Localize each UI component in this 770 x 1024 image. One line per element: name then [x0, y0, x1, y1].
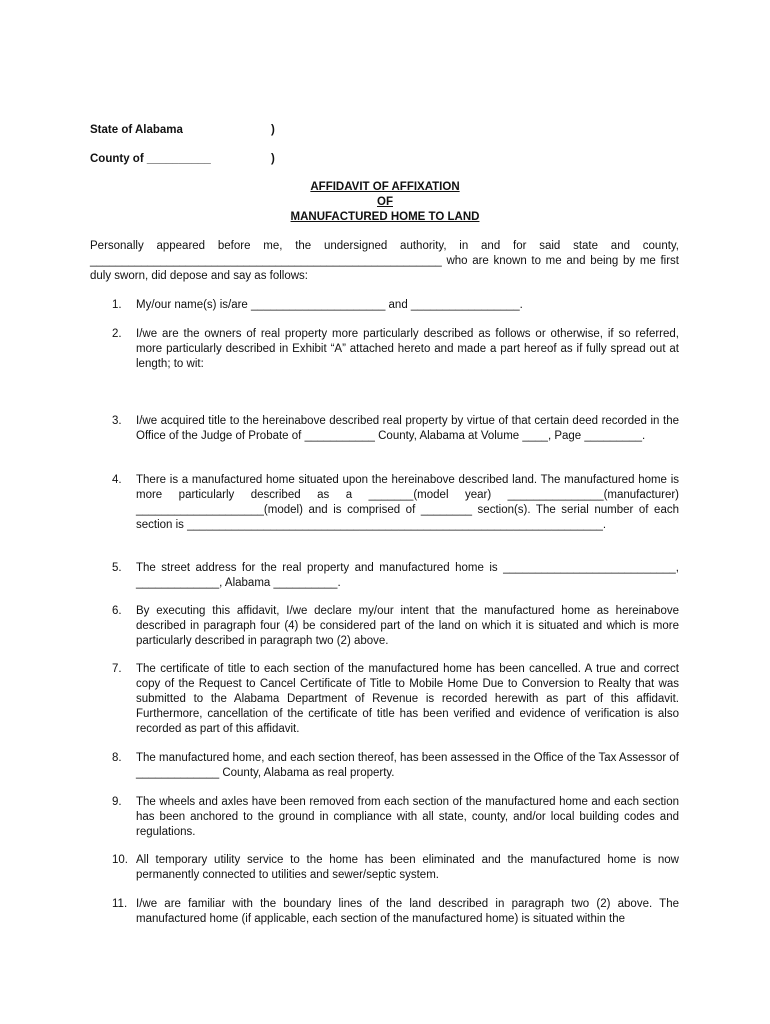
- item-text: The wheels and axles have been removed from each section of the manufactured home and each section has been anchored to the ground in compliance with all state, county, and/or local building codes and regulations.: [136, 796, 679, 838]
- item-text: My/our name(s) is/are _____________________ and _________________.: [136, 299, 523, 311]
- title-line-1: AFFIDAVIT OF AFFIXATION: [310, 181, 460, 193]
- item-number: 3.: [112, 415, 122, 427]
- item-number: 10.: [112, 854, 128, 866]
- title-line-2: OF: [377, 196, 393, 208]
- county-caption: County of __________: [90, 153, 211, 165]
- item-text: I/we are familiar with the boundary lines of the land described in paragraph two (2) above. The manufactured home (if applicable, each section of the manufactured home) is situated within the: [136, 898, 679, 925]
- item-text: The manufactured home, and each section thereof, has been assessed in the Office of the Tax Assessor of _____________ County, Alabama as real property.: [136, 752, 679, 779]
- item-text: All temporary utility service to the home has been eliminated and the manufactured home is now permanently connected to utilities and sewer/septic system.: [136, 854, 679, 881]
- county-caption-paren: ): [271, 153, 275, 165]
- item-text: I/we are the owners of real property more particularly described as follows or otherwise, if so referred, more particularly described in Exhibit “A” attached hereto and made a part hereof as if fully spread out at length; to wit:: [136, 328, 679, 370]
- item-text: The street address for the real property and manufactured home is ___________________________, _____________, Alabama __________.: [136, 562, 679, 589]
- item-number: 9.: [112, 796, 122, 808]
- item-number: 2.: [112, 328, 122, 340]
- item-text: There is a manufactured home situated upon the hereinabove described land. The manufactured home is more particularly described as a _______(model year) _______________(manufacturer) ____________________(model) and is comprised of ________ section(s). The serial number of each section is _________________________________________________________________.: [136, 474, 679, 531]
- item-text: The certificate of title to each section of the manufactured home has been cancelled. A true and correct copy of the Request to Cancel Certificate of Title to Mobile Home Due to Conversion to Realty that was submitted to the Alabama Department of Revenue is recorded herewith as part of this affidavit. Furthermore, cancellation of the certificate of title has been verified and evidence of verification is also recorded as part of this affidavit.: [136, 663, 679, 735]
- item-number: 1.: [112, 299, 122, 311]
- item-number: 4.: [112, 474, 122, 486]
- item-number: 7.: [112, 663, 122, 675]
- state-caption: State of Alabama: [90, 124, 183, 136]
- item-number: 11.: [112, 898, 128, 910]
- item-number: 6.: [112, 605, 122, 617]
- title-line-3: MANUFACTURED HOME TO LAND: [290, 211, 480, 223]
- item-text: I/we acquired title to the hereinabove described real property by virtue of that certain deed recorded in the Office of the Judge of Probate of ___________ County, Alabama at Volume ____, Page _________.: [136, 415, 679, 442]
- item-number: 8.: [112, 752, 122, 764]
- item-number: 5.: [112, 562, 122, 574]
- state-caption-paren: ): [271, 124, 275, 136]
- item-text: By executing this affidavit, I/we declare my/our intent that the manufactured home as hereinabove described in paragraph four (4) be considered part of the land on which it is situated and which is more particularly described in paragraph two (2) above.: [136, 605, 679, 647]
- intro-paragraph: Personally appeared before me, the undersigned authority, in and for said state and county, _______________________________________________________ who are known to me and being by me first duly sworn, did depose and say as follows:: [90, 240, 679, 282]
- document-title: [0, 180, 770, 225]
